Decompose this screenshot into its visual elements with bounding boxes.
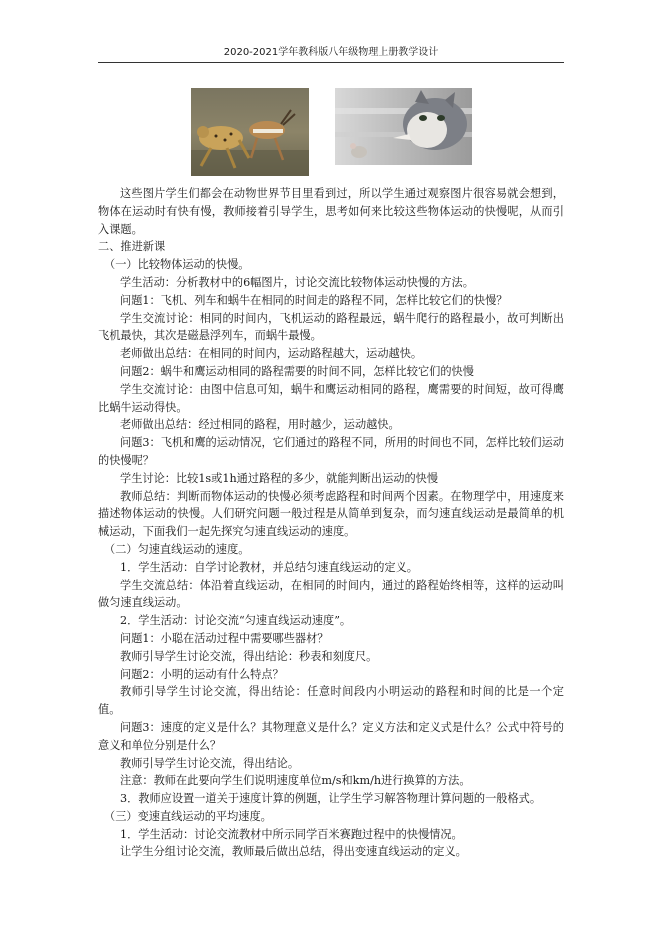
paragraph: 1．学生活动：讨论交流教材中所示同学百米赛跑过程中的快慢情况。: [120, 827, 463, 841]
header-divider: [98, 62, 564, 63]
page-header: 2020-2021学年教科版八年级物理上册教学设计: [223, 47, 439, 58]
paragraph: 老师做出总结：经过相同的路程，用时越少，运动越快。: [120, 418, 400, 432]
paragraph: 问题1：飞机、列车和蜗牛在相同的时间走的路程不同，怎样比较它们的快慢？: [120, 293, 508, 307]
subsection-heading: （一）比较物体运动的快慢。: [104, 258, 250, 272]
cheetah-gazelle-photo: [191, 88, 309, 176]
paragraph-intro: 这些图片学生们都会在动物世界节目里看到过，所以学生通过观察图片很容易就会想到，物体在运动时有快有慢，教师接着引导学生，思考如何来比较这些物体运动的快慢呢，从而引入课题。: [98, 187, 564, 236]
subsection-heading: （二）匀速直线运动的速度。: [104, 542, 250, 556]
paragraph: 学生活动：分析教材中的6幅图片，讨论交流比较物体运动快慢的方法。: [120, 275, 474, 289]
paragraph: 问题2：蜗牛和鹰运动相同的路程需要的时间不同，怎样比较它们的快慢: [120, 364, 474, 378]
paragraph: 教师引导学生讨论交流，得出结论。: [120, 756, 300, 770]
paragraph: 1．学生活动：自学讨论教材，并总结匀速直线运动的定义。: [120, 560, 418, 574]
paragraph: 学生讨论：比较1s或1h通过路程的多少，就能判断出运动的快慢: [120, 471, 439, 485]
paragraph: 老师做出总结：在相同的时间内，运动路程越大，运动越快。: [120, 347, 423, 361]
paragraph: 2．学生活动：讨论交流“匀速直线运动速度”。: [120, 614, 352, 628]
paragraph: 问题3：速度的定义是什么？其物理意义是什么？定义方法和定义式是什么？公式中符号的意义和单位分别是什么？: [98, 720, 564, 752]
paragraph: 注意：教师在此要向学生们说明速度单位m/s和km/h进行换算的方法。: [120, 774, 471, 788]
paragraph: 3．教师应设置一道关于速度计算的例题，让学生学习解答物理计算问题的一般格式。: [120, 792, 542, 806]
paragraph: 教师总结：判断而物体运动的快慢必须考虑路程和时间两个因素。在物理学中，用速度来描述物体运动的快慢。人们研究问题一般过程是从简单到复杂，而匀速直线运动是最简单的机械运动，下面我们一起先探究匀速直线运动的速度。: [98, 489, 564, 539]
paragraph: 让学生分组讨论交流，教师最后做出总结，得出变速直线运动的定义。: [120, 845, 467, 859]
paragraph: 问题3：飞机和鹰的运动情况，它们通过的路程不同，所用的时间也不同，怎样比较们运动的快慢呢？: [98, 436, 564, 467]
paragraph: 学生交流总结：体沿着直线运动，在相同的时间内，通过的路程始终相等，这样的运动叫做匀速直线运动。: [98, 578, 564, 610]
paragraph: 教师引导学生讨论交流，得出结论：任意时间段内小明运动的路程和时间的比是一个定值。: [98, 685, 564, 717]
paragraph: 学生交流讨论：由图中信息可知，蜗牛和鹰运动相同的路程，鹰需要的时间短，故可得鹰比蜗牛运动得快。: [98, 382, 564, 414]
paragraph: 学生交流讨论：相同的时间内，飞机运动的路程最远，蜗牛爬行的路程最小，故可判断出飞机最快，其次是磁悬浮列车，而蜗牛最慢。: [98, 311, 564, 343]
paragraph: 问题1：小聪在活动过程中需要哪些器材？: [120, 631, 329, 645]
paragraph: 教师引导学生讨论交流，得出结论：秒表和刻度尺。: [120, 649, 378, 663]
section-heading: 二、推进新课: [98, 240, 166, 254]
paragraph: 问题2：小明的运动有什么特点？: [120, 667, 284, 681]
subsection-heading: （三）变速直线运动的平均速度。: [104, 809, 272, 823]
cat-mouse-photo: [335, 88, 472, 165]
lesson-content: [98, 185, 564, 861]
